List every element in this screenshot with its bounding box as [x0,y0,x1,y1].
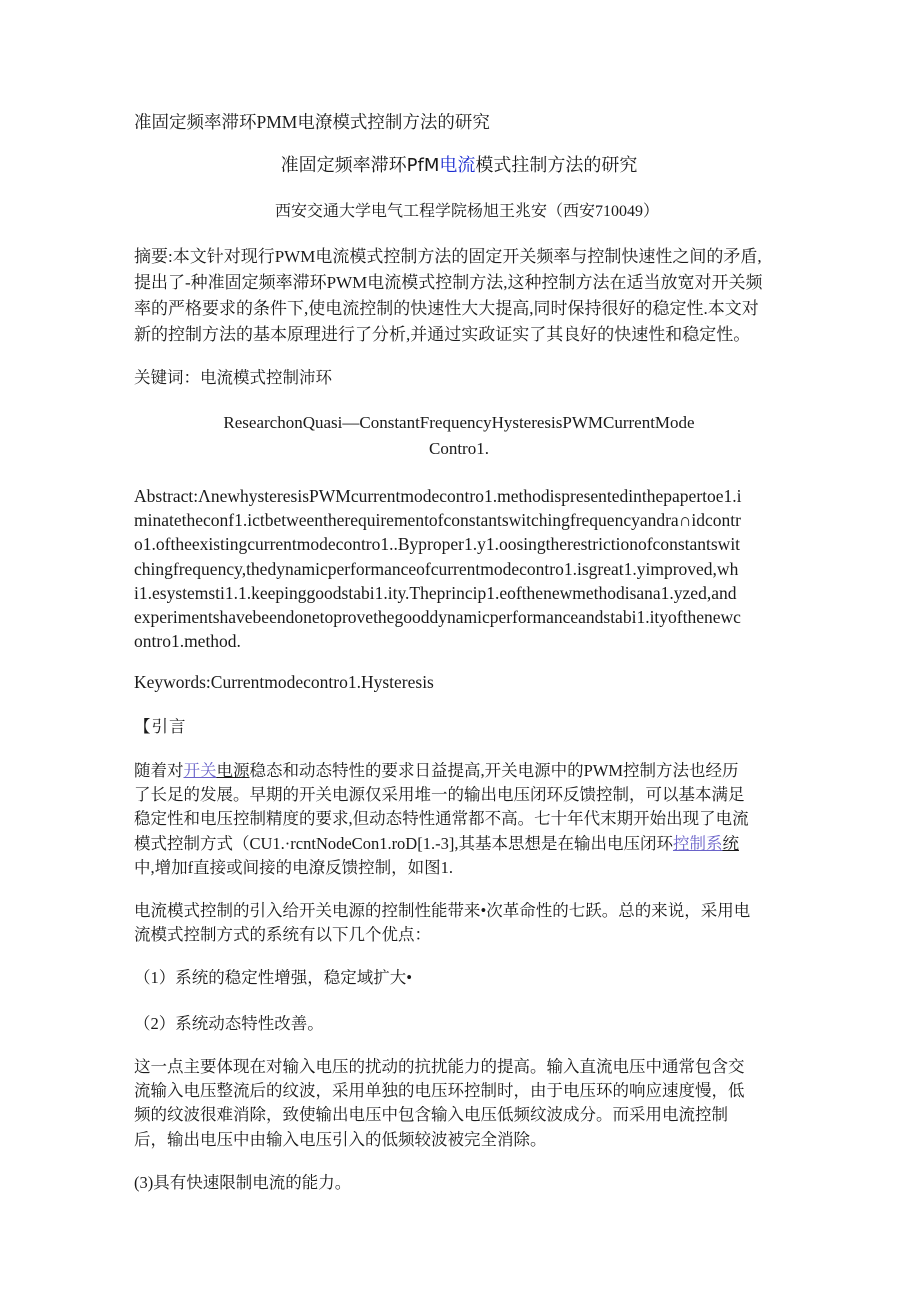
intro-text: 随着对 [134,761,184,780]
intro-paragraph [134,759,784,880]
paragraph-line: 电流模式控制的引入给开关电源的控制性能带来•次革命性的七跃。总的来说，采用电 [134,901,751,920]
link-tong[interactable]: 统 [722,833,739,853]
paragraph-line: 流模式控制方式的系统有以下几个优点： [134,925,431,945]
english-title-line: ResearchonQuasi—ConstantFrequencyHysteresisPWMCurrentMode [223,413,695,432]
abstract-cn-line: 摘要:本文针对现行PWM电流模式控制方法的固定开关频率与控制快速性之间的矛盾, [134,247,762,266]
intro-text: 稳态和动态特性的要求日益提高,开关电源中的PWM控制方法也经历 [249,761,739,780]
intro-line: 中,增加f直接或间接的电潦反馈控制，如图1. [134,857,453,877]
paragraph-line: 流输入电压整流后的纹波，采用单独的电压环控制时，由于电压环的响应速度慢，低 [134,1081,745,1101]
title-highlight: 电流 [439,155,476,176]
abstract-en-line: experimentshavebeendonetoprovethegooddynamicperformanceandstabi1.ityofthenewc [134,607,741,628]
paper-title [134,153,784,179]
advantage-item-1: （1）系统的稳定性增强，稳定域扩大• [134,968,413,987]
author-affiliation: 西安交通大学电气工程学院杨旭王兆安（西安710049） [274,203,659,220]
abstract-cn-line: 新的控制方法的基本原理进行了分析,并通过实政证实了其良好的快速性和稳定性。 [134,325,751,344]
intro-line [134,759,784,783]
abstract-cn-line: 提出了-种准固定频率滞环PWM电流模式控制方法,这种控制方法在适当放宽对开关频 [134,273,763,292]
english-title [134,410,784,462]
title-suffix: 模式拄制方法的研究 [475,155,638,176]
abstract-en-line: i1.esystemsti1.1.keepinggoodstabi1.ity.Theprincip1.eofthenewmethodisana1.yzed,and [134,582,737,603]
keywords-english: Keywords:Currentmodecontro1.Hysteresis [134,672,434,692]
abstract-en-line: o1.oftheexistingcurrentmodecontro1..Byproper1.y1.oosingtherestrictionofconstantswit [134,534,741,555]
abstract-en-line: minatetheconf1.ictbetweentherequirementofconstantswitchingfrequencyandra∩idcontr [134,510,741,531]
paragraph-line: 后，输出电压中由输入电压引入的低频较波被完全消除。 [134,1129,547,1149]
english-title-line: Contro1. [429,439,489,458]
intro-line: 了长足的发展。早期的开关电源仅采用堆一的输出电压闭环反馈控制，可以基本满足 [134,785,745,805]
advantage-item-2: （2）系统动态特性改善。 [134,1014,324,1033]
paragraph-advantages-intro [134,899,784,947]
paragraph-line: 这一点主要体现在对输入电压的扰动的抗扰能力的提高。输入直流电压中通常包含交 [134,1057,745,1076]
title-prefix: 准固定频率滞环PfM [280,155,440,176]
abstract-english [134,484,784,653]
document-header: 准固定频率滞环PMM电潦模式控制方法的研究 [134,112,490,132]
paragraph-line: 频的纹波很难消除，致使输出电压中包含输入电压低频纹波成分。而采用电流控制 [134,1105,728,1125]
abstract-en-line: Abstract:ΛnewhysteresisPWMcurrentmodecontro1.methodispresentedinthepapertoe1.i [134,486,742,506]
link-dianyuan[interactable]: 电源 [216,761,250,780]
link-kaiguan[interactable]: 开关 [183,761,217,780]
link-kongzhixi[interactable]: 控制系 [672,833,723,853]
intro-text: 模式控制方式（CU1.·rcntNodeCon1.roD[1.-3],其基本思想是在输出电压闭环 [134,833,673,853]
section-heading-introduction: 【引言 [134,717,187,736]
paragraph-dynamic-performance [134,1055,784,1152]
keywords-chinese: 关键词：电流模式控制沛环 [134,368,332,387]
abstract-cn-line: 率的严格要求的条件下,使电流控制的快速性大大提高,同时保持很好的稳定性.本文对 [134,299,759,318]
intro-line: 稳定性和电压控制精度的要求,但动态特性通常都不高。七十年代末期开始出现了电流 [134,809,749,829]
abstract-en-line: ontro1.method. [134,631,241,652]
abstract-en-line: chingfrequency,thedynamicperformanceofcurrentmodecontro1.isgreat1.yimproved,wh [134,558,739,579]
intro-line [134,832,784,856]
advantage-item-3: (3)具有快速限制电流的能力。 [134,1173,352,1192]
abstract-chinese [134,244,784,348]
